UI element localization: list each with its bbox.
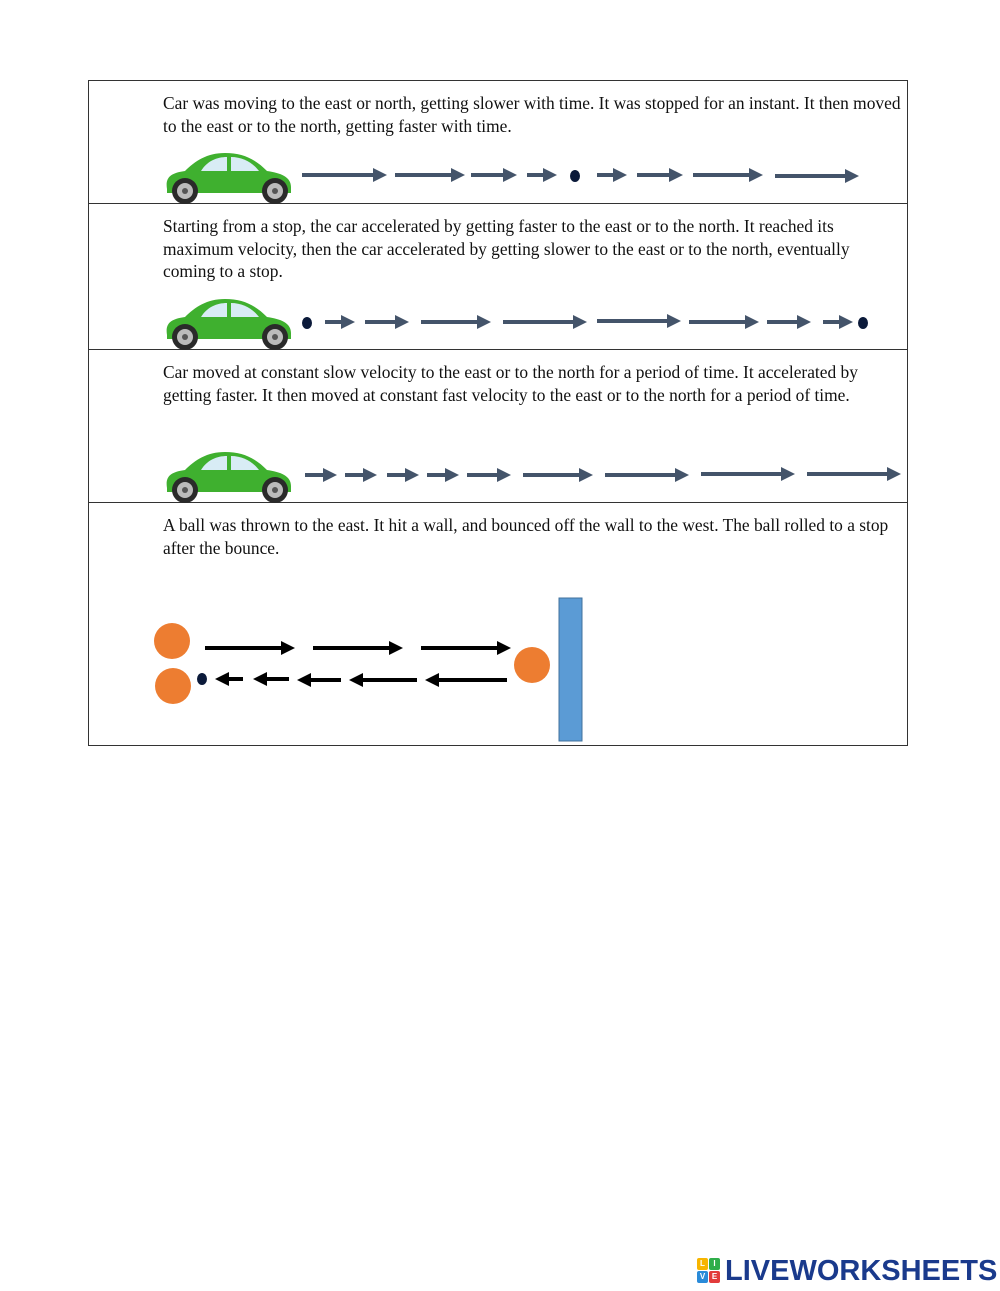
scenario-row-1 bbox=[89, 81, 907, 204]
arrow-vector bbox=[297, 673, 341, 687]
arrow-vector bbox=[467, 468, 511, 482]
arrow-vector bbox=[597, 168, 627, 182]
arrow-vector bbox=[689, 315, 759, 329]
arrow-vector bbox=[523, 468, 593, 482]
logo-blocks-icon bbox=[697, 1258, 721, 1284]
arrow-vector bbox=[421, 315, 491, 329]
arrow-vector bbox=[823, 315, 853, 329]
scenario-row-2 bbox=[89, 204, 907, 350]
motion-diagram-3 bbox=[89, 350, 909, 503]
arrow-vector bbox=[775, 169, 859, 183]
arrow-vector bbox=[471, 168, 517, 182]
stop-dot bbox=[570, 170, 580, 182]
arrow-vector bbox=[325, 315, 355, 329]
motion-diagram-worksheet bbox=[88, 80, 908, 746]
arrow-vector bbox=[395, 168, 465, 182]
arrow-vector bbox=[425, 673, 507, 687]
logo-block: E bbox=[709, 1271, 720, 1283]
velocity-arrows bbox=[302, 314, 868, 329]
orange-ball bbox=[155, 668, 191, 704]
arrow-vector bbox=[767, 315, 811, 329]
motion-diagram-2 bbox=[89, 204, 909, 350]
scenario-3-text: Car moved at constant slow velocity to the east or to the north for a period of time. It accelerated by getting faster. It then moved at constant fast velocity to the east or to the north for a period of time. bbox=[163, 362, 858, 405]
arrow-vector bbox=[365, 315, 409, 329]
arrow-vector bbox=[427, 468, 459, 482]
arrow-vector bbox=[527, 168, 557, 182]
arrow-vector bbox=[349, 673, 417, 687]
motion-diagram-1 bbox=[89, 81, 909, 204]
arrow-vector bbox=[215, 672, 243, 686]
westward-arrows bbox=[197, 672, 507, 687]
green-car-icon bbox=[167, 452, 291, 503]
start-dot bbox=[302, 317, 312, 329]
stop-dot bbox=[197, 673, 207, 685]
scenario-2-text: Starting from a stop, the car accelerated by getting faster to the east or to the north. It reached its maximum velocity, then the car accelerated by getting slower to the east or to the north, eventually coming to a stop. bbox=[163, 216, 850, 282]
scenario-1-text: Car was moving to the east or north, getting slower with time. It was stopped for an instant. It then moved to the east or to the north, getting faster with time. bbox=[163, 93, 901, 136]
scenario-row-3 bbox=[89, 350, 907, 503]
logo-block: L bbox=[697, 1258, 708, 1270]
orange-ball bbox=[514, 647, 550, 683]
arrow-vector bbox=[701, 467, 795, 481]
arrow-vector bbox=[693, 168, 763, 182]
scenario-row-4 bbox=[89, 503, 907, 745]
green-car-icon bbox=[167, 299, 291, 350]
blue-wall bbox=[559, 598, 582, 741]
arrow-vector bbox=[597, 314, 681, 328]
arrow-vector bbox=[305, 468, 337, 482]
arrow-vector bbox=[421, 641, 511, 655]
logo-block: I bbox=[709, 1258, 720, 1270]
arrow-vector bbox=[302, 168, 387, 182]
arrow-vector bbox=[605, 468, 689, 482]
eastward-arrows bbox=[205, 641, 511, 655]
scenario-4-text: A ball was thrown to the east. It hit a wall, and bounced off the wall to the west. The ball rolled to a stop after the bounce. bbox=[163, 515, 889, 558]
liveworksheets-logo[interactable] bbox=[697, 1255, 997, 1287]
green-car-icon bbox=[167, 153, 291, 204]
motion-diagram-4 bbox=[89, 503, 909, 745]
velocity-arrows bbox=[305, 467, 901, 482]
arrow-vector bbox=[313, 641, 403, 655]
arrow-vector bbox=[253, 672, 289, 686]
logo-text: LIVEWORKSHEETS bbox=[725, 1255, 998, 1287]
logo-block: V bbox=[697, 1271, 708, 1283]
arrow-vector bbox=[503, 315, 587, 329]
arrow-vector bbox=[637, 168, 683, 182]
stop-dot bbox=[858, 317, 868, 329]
velocity-arrows bbox=[302, 168, 859, 183]
arrow-vector bbox=[205, 641, 295, 655]
orange-ball bbox=[154, 623, 190, 659]
arrow-vector bbox=[807, 467, 901, 481]
arrow-vector bbox=[345, 468, 377, 482]
arrow-vector bbox=[387, 468, 419, 482]
